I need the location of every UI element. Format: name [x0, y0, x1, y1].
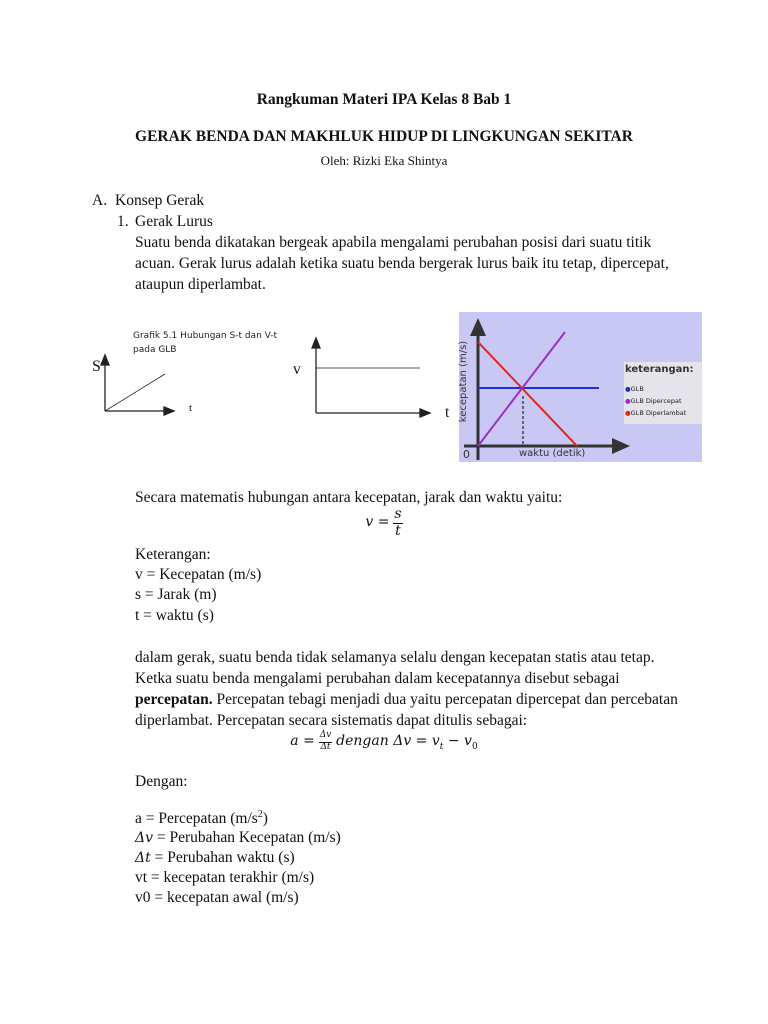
origin-label: 0 [463, 448, 470, 461]
dengan-label: Dengan: [135, 773, 188, 790]
x-axis-label: waktu (detik) [519, 448, 586, 459]
legend-dot-icon: ● [625, 385, 631, 393]
figure-caption: Grafik 5.1 Hubungan S-t dan V-t [133, 331, 278, 341]
doc-subtitle: GERAK BENDA DAN MAKHLUK HIDUP DI LINGKUNGAN SEKITAR [135, 128, 633, 145]
keterangan-title: Keterangan: [135, 546, 211, 563]
section-title: Konsep Gerak [115, 192, 205, 209]
definition-v0: v0 = kecepatan awal (m/s) [135, 889, 299, 906]
legend-dot-icon: ● [625, 397, 631, 405]
doc-author: Oleh: Rizki Eka Shintya [320, 153, 448, 168]
section-marker: A. [92, 192, 108, 209]
paragraph-line: percepatan. Percepatan tebagi menjadi dua yaitu percepatan dipercepat dan percebatan [135, 691, 678, 708]
keterangan-item: s = Jarak (m) [135, 586, 217, 603]
formula-acceleration: a = $\frac{\Delta v}{\Delta t}$ dengan $\Delta v = v_t - v_0$ [290, 730, 478, 753]
subsection-marker: 1. [117, 213, 129, 230]
keterangan-item: t = waktu (s) [135, 607, 214, 624]
intro-line: ataupun diperlambat. [135, 276, 266, 293]
math-intro: Secara matematis hubungan antara kecepatan, jarak dan waktu yaitu: [135, 489, 563, 506]
legend-dot-icon: ● [625, 409, 631, 417]
keterangan-item: v = Kecepatan (m/s) [135, 566, 262, 583]
paragraph-line: diperlambat. Percepatan secara sistematis dapat ditulis sebagai: [135, 712, 528, 729]
t-axis-label: t [445, 404, 450, 421]
definition-dv: Δv = Perubahan Kecepatan (m/s) [135, 829, 341, 846]
intro-line: Suatu benda dikatakan bergeak apabila mengalami perubahan posisi dari suatu titik [135, 234, 652, 251]
y-axis-label: kecepatan (m/s) [458, 340, 470, 423]
definition-dt: Δt = Perubahan waktu (s) [135, 849, 295, 866]
formula-velocity: v = $\frac{s}{t}$ [365, 506, 402, 539]
legend [625, 383, 686, 419]
legend-item: ●GLB Dipercepat [625, 397, 682, 405]
definition-a: a = Percepatan $(m/s^2)$ [135, 809, 268, 828]
intro-line: acuan. Gerak lurus adalah ketika suatu benda bergerak lurus baik itu tetap, dipercepat, [135, 255, 669, 272]
v-axis-label: v [293, 361, 301, 378]
st-vt-graph-svg [80, 300, 460, 430]
legend-item: ●GLB Diperlambat [625, 409, 687, 417]
subsection-title: Gerak Lurus [135, 213, 213, 230]
paragraph-line: Ketka suatu benda mengalami perubahan dalam kecepatannya disebut sebagai [135, 670, 620, 687]
velocity-time-graph [459, 312, 702, 462]
s-axis-label: S [92, 358, 101, 375]
legend-title: keterangan: [625, 364, 694, 375]
figure-caption: pada GLB [133, 345, 177, 355]
paragraph-line: dalam gerak, suatu benda tidak selamanya selalu dengan kecepatan statis atau tetap. [135, 649, 655, 666]
definition-vt: vt = kecepatan terakhir (m/s) [135, 869, 315, 886]
t-axis-label: t [189, 402, 193, 414]
doc-title: Rangkuman Materi IPA Kelas 8 Bab 1 [256, 91, 512, 108]
legend-item: ●GLB [625, 385, 644, 393]
